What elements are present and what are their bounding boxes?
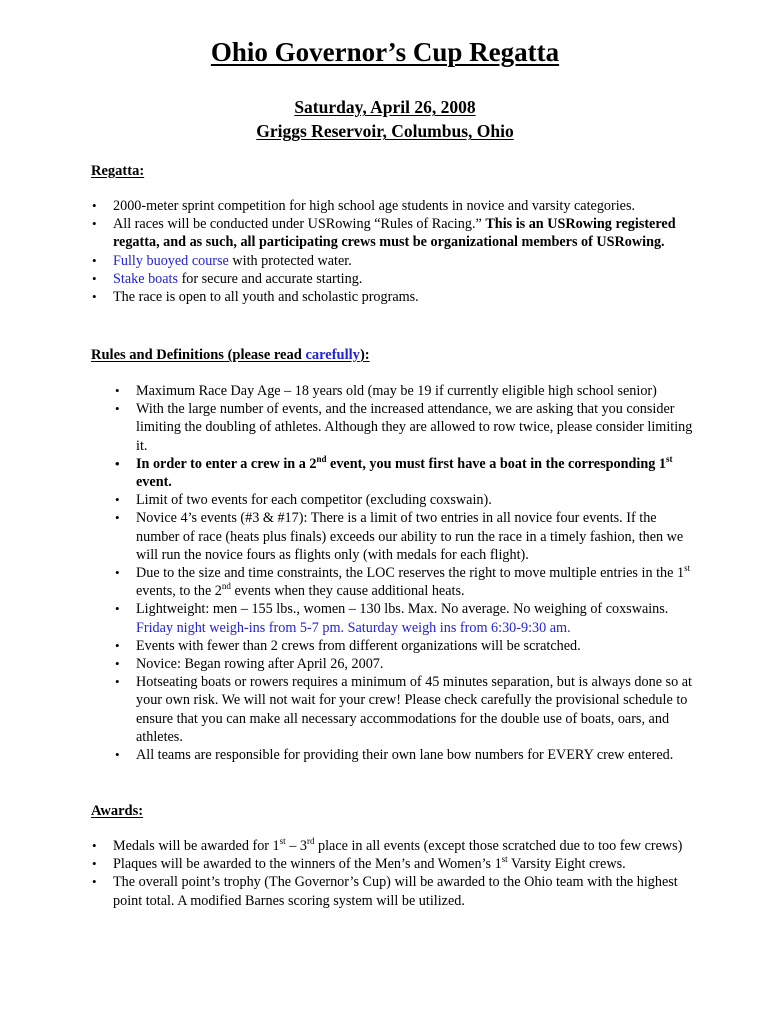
stake-boats-link[interactable]: Stake boats xyxy=(113,270,179,287)
rules-heading: Rules and Definitions (please read carefully): xyxy=(91,347,370,363)
list-item: • All teams are responsible for providing their own lane bow numbers for EVERY crew entered. xyxy=(136,746,702,764)
page-title: Ohio Governor’s Cup Regatta xyxy=(210,37,560,67)
buoyed-course-link[interactable]: Fully buoyed course xyxy=(113,252,229,269)
list-item: • Medals will be awarded for 1st – 3rd place in all events (except those scratched due to too few crews) xyxy=(113,837,703,855)
list-item: • Novice: Began rowing after April 26, 2007. xyxy=(136,655,702,673)
awards-list xyxy=(113,837,703,910)
weigh-in-times: Friday night weigh-ins from 5-7 pm. Saturday weigh ins from 6:30-9:30 am. xyxy=(136,619,571,636)
list-item: • Events with fewer than 2 crews from different organizations will be scratched. xyxy=(136,637,702,655)
list-item: • Maximum Race Day Age – 18 years old (may be 19 if currently eligible high school senior) xyxy=(136,382,702,400)
carefully-link[interactable]: carefully xyxy=(305,347,360,363)
list-item: • Fully buoyed course with protected water. xyxy=(113,252,703,270)
list-item: • Lightweight: men – 155 lbs., women – 130 lbs. Max. No average. No weighing of coxswains. Friday night weigh-ins from 5-7 pm. Saturday weigh ins from 6:30-9:30 am. xyxy=(136,600,702,636)
list-item: • With the large number of events, and the increased attendance, we are asking that you consider limiting the doubling of athletes. Although they are allowed to row twice, please consider limiting it. xyxy=(136,400,702,455)
list-item: • The race is open to all youth and scholastic programs. xyxy=(113,288,703,306)
list-item: • Novice 4’s events (#3 & #17): There is a limit of two entries in all novice four events. If the number of race (heats plus finals) exceeds our ability to run the race in a timely fashion, then we will run the novice fours as flights only (with medals for each flight). xyxy=(136,509,702,564)
list-item: • In order to enter a crew in a 2nd event, you must first have a boat in the corresponding 1st event. xyxy=(136,455,702,491)
list-item: • Limit of two events for each competitor (excluding coxswain). xyxy=(136,491,702,509)
regatta-list xyxy=(113,197,703,306)
list-item: • All races will be conducted under USRowing “Rules of Racing.” This is an USRowing registered regatta, and as such, all participating crews must be organizational members of USRowing. xyxy=(113,215,703,251)
rules-list xyxy=(136,382,702,764)
list-item: • Due to the size and time constraints, the LOC reserves the right to move multiple entries in the 1st events, to the 2nd events when they cause additional heats. xyxy=(136,564,702,600)
list-item: • Stake boats for secure and accurate starting. xyxy=(113,270,703,288)
regatta-heading: Regatta: xyxy=(91,163,145,179)
event-date: Saturday, April 26, 2008 xyxy=(294,97,476,117)
list-item: • 2000-meter sprint competition for high school age students in novice and varsity categories. xyxy=(113,197,703,215)
event-location: Griggs Reservoir, Columbus, Ohio xyxy=(256,121,514,141)
list-item: • Plaques will be awarded to the winners of the Men’s and Women’s 1st Varsity Eight crews. xyxy=(113,855,703,873)
list-item: • The overall point’s trophy (The Governor’s Cup) will be awarded to the Ohio team with the highest point total. A modified Barnes scoring system will be utilized. xyxy=(113,873,703,909)
list-item: • Hotseating boats or rowers requires a minimum of 45 minutes separation, but is always done so at your own risk. We will not wait for your crew! Please check carefully the provisional schedule to ensure that you can make all necessary accommodations for the double use of boats, oars, and athletes. xyxy=(136,673,702,746)
awards-heading: Awards: xyxy=(91,803,144,819)
